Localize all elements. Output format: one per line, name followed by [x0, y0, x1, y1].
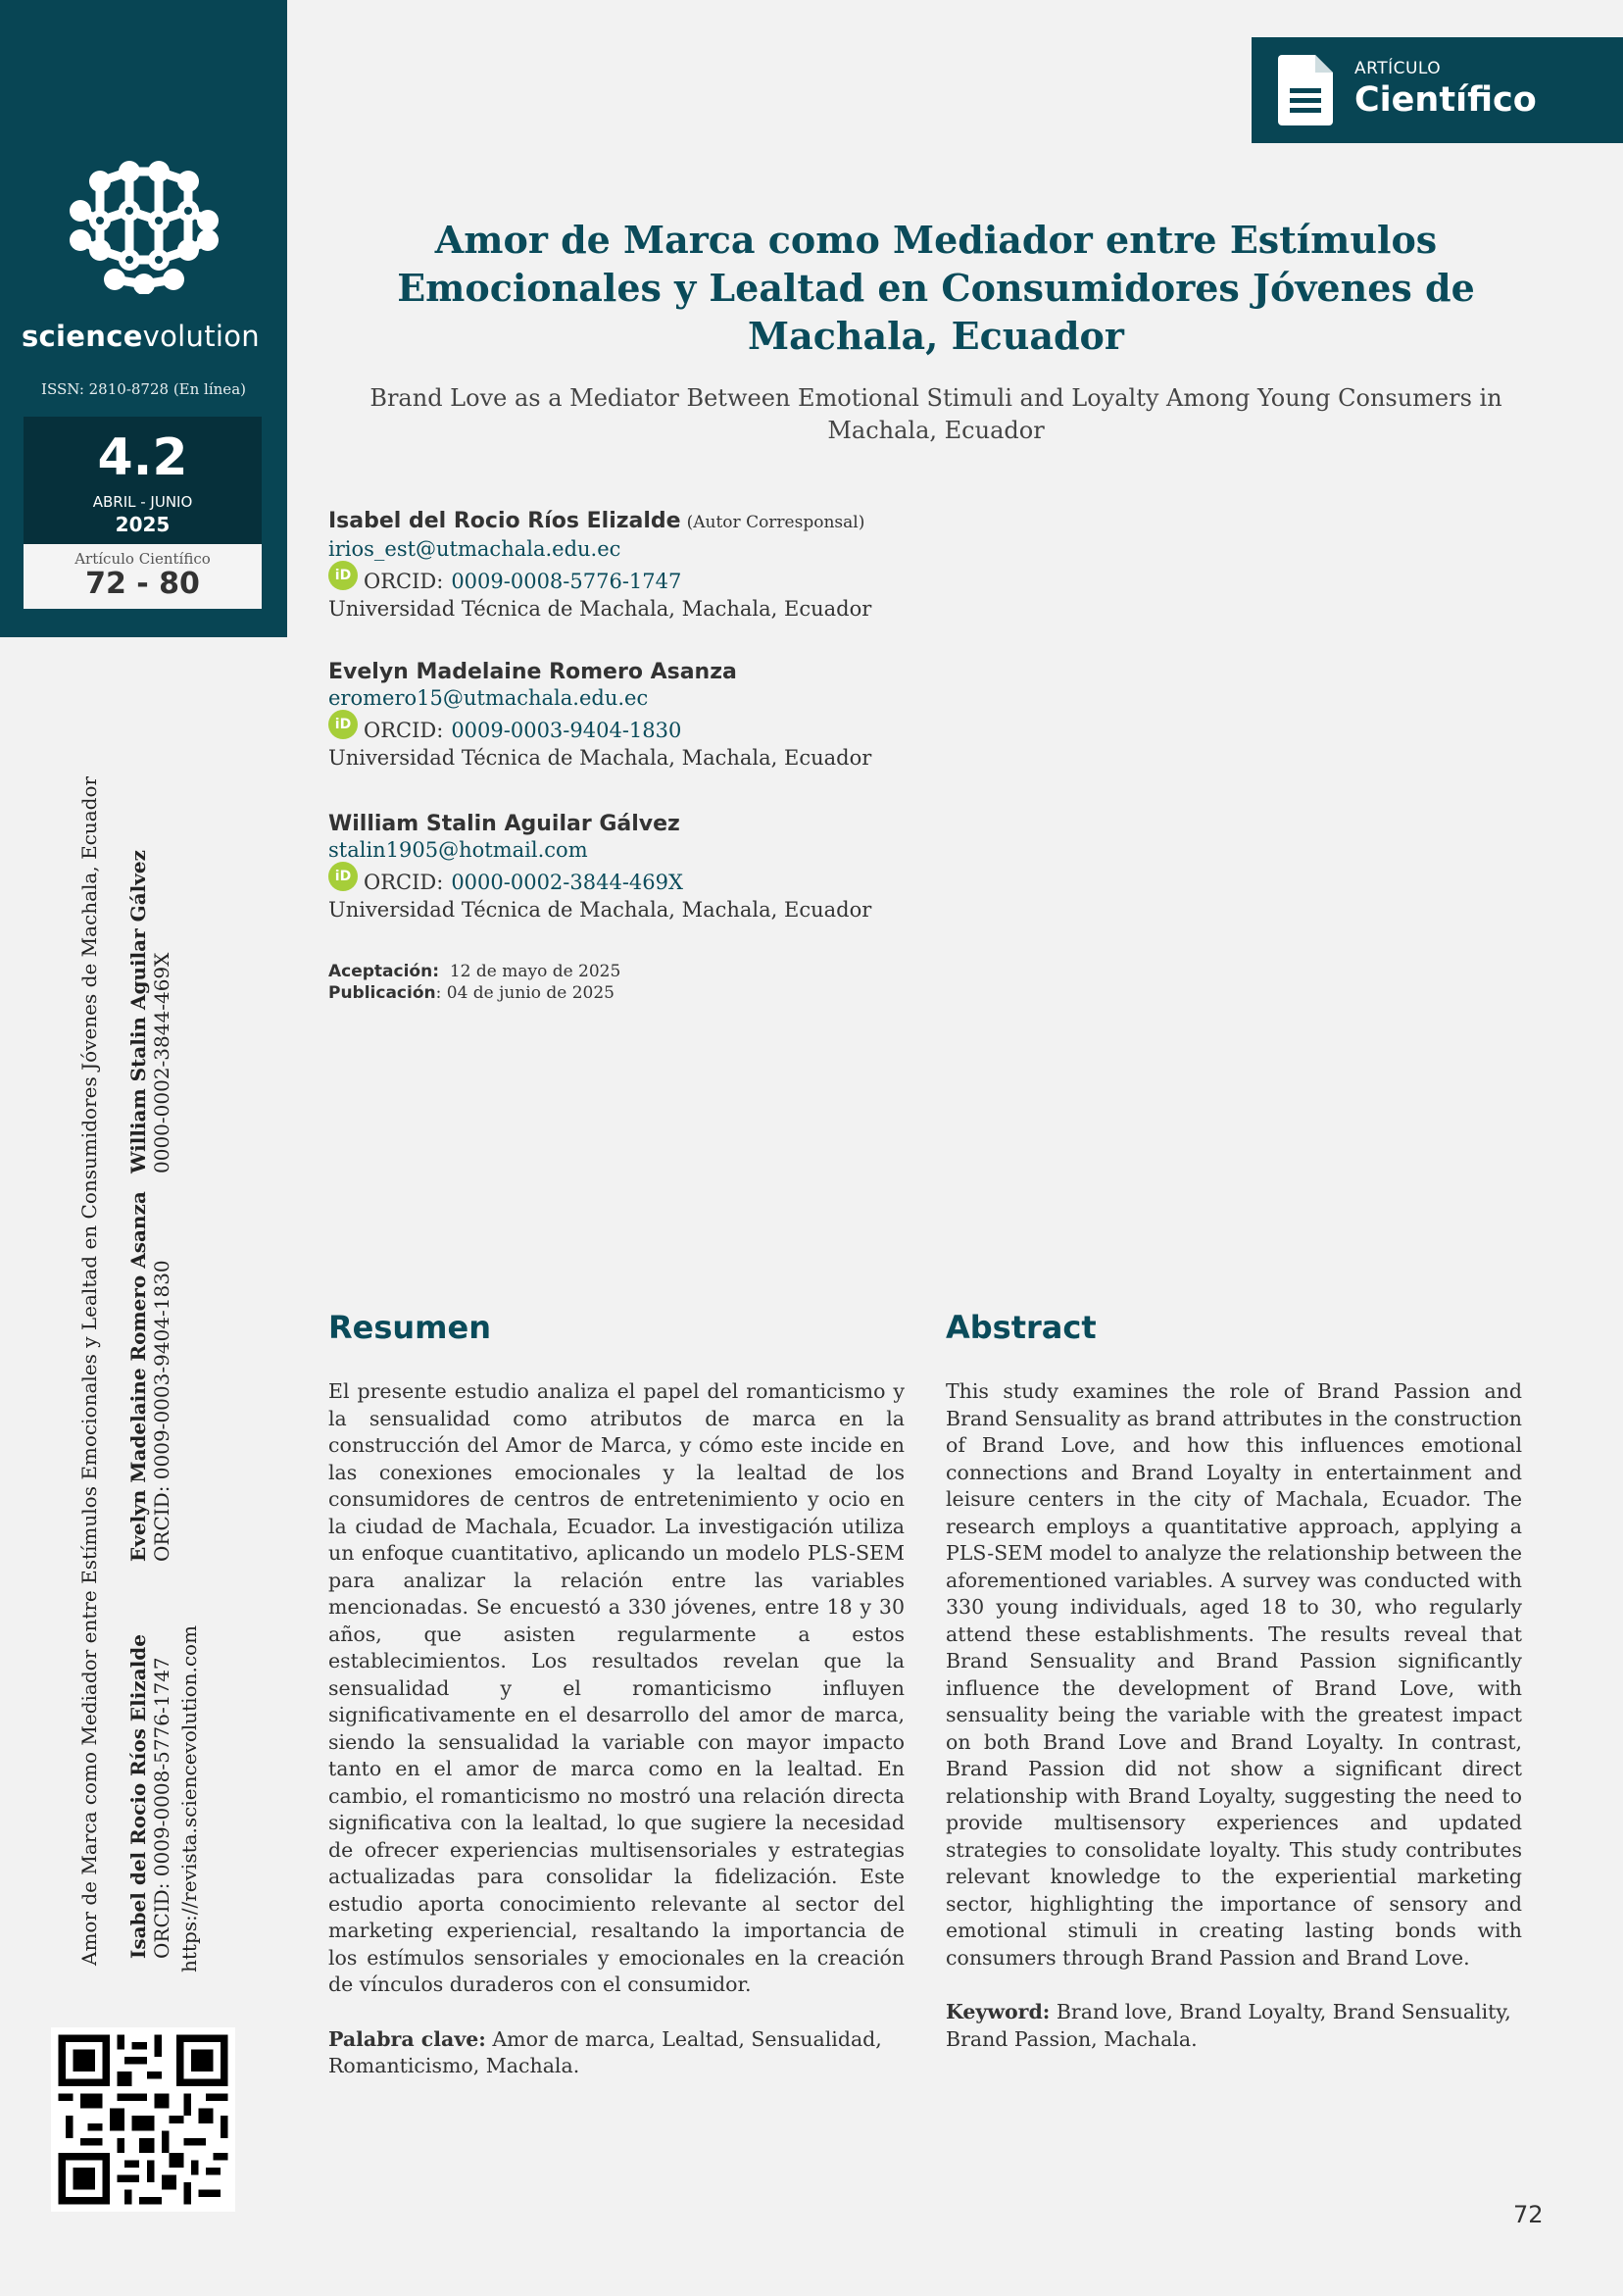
article-title: Amor de Marca como Mediador entre Estímulos Emocionales y Lealtad en Consumidores Jóvenes de Machala, Ecuador: [397, 218, 1475, 358]
resumen-keywords: [328, 2026, 905, 2080]
article-type-badge: [1252, 37, 1623, 143]
volume-number: 4.2: [97, 428, 188, 487]
orcid-icon[interactable]: iD: [328, 561, 358, 590]
pages-box: [24, 544, 262, 609]
vertical-author1: [126, 1634, 173, 1959]
author-role: (Autor Corresponsal): [686, 513, 865, 532]
vertical-author3: [126, 850, 173, 1173]
volume-box: [24, 417, 262, 544]
author-affiliation: Universidad Técnica de Machala, Machala, Ecuador: [328, 898, 872, 922]
vertical-author2-orcid: ORCID: 0009-0003-9404-1830: [150, 1260, 173, 1562]
author-name: Isabel del Rocio Ríos Elizalde: [328, 509, 681, 533]
publication-dates: [328, 961, 620, 1004]
author-affiliation: Universidad Técnica de Machala, Machala, Ecuador: [328, 597, 872, 621]
publication-date: : 04 de junio de 2025: [435, 983, 615, 1003]
author-affiliation: Universidad Técnica de Machala, Machala, Ecuador: [328, 746, 872, 770]
resumen-body: El presente estudio analiza el papel del romanticismo y la sensualidad como atributos de marca en la construcción del Amor de Marca, y cómo este incide en las conexiones emocionales y la lealtad de los consumidores de centros de entretenimiento y ocio en la ciudad de Machala, Ecuador. La investigación utiliza un enfoque cuantitativo, aplicando un modelo PLS-SEM para analizar la relación entre las variables mencionadas. Se encuestó a 330 jóvenes, entre 18 y 30 años, que asisten regularmente a estos establecimientos. Los resultados revelan que la sensualidad y el romanticismo influyen significativamente en el desarrollo del amor de marca, siendo la sensualidad la variable con mayor impacto tanto en el amor de marca como en la lealtad. En cambio, el romanticismo no mostró una relación directa significativa con la lealtad, lo que sugiere la necesidad de ofrecer experiencias multisensoriales y estrategias actualizadas para consolidar la fidelización. Este estudio aporta conocimiento relevante al sector del marketing experiencial, resaltando la importancia de los estímulos sensoriales y emocionales en la creación de vínculos duraderos con el consumidor.: [328, 1379, 905, 1996]
page-range: 72 - 80: [85, 567, 200, 601]
author-email[interactable]: eromero15@utmachala.edu.ec: [328, 686, 649, 710]
keyword-list: Brand love, Brand Loyalty, Brand Sensuality, Brand Passion, Machala.: [946, 2000, 1511, 2051]
acceptance-date: 12 de mayo de 2025: [449, 962, 621, 981]
abstract-heading: Abstract: [946, 1309, 1097, 1346]
keyword-label: Palabra clave:: [328, 2026, 486, 2051]
vertical-author1-orcid: ORCID: 0009-0008-5776-1747: [150, 1657, 173, 1959]
orcid-link[interactable]: 0000-0002-3844-469X: [451, 870, 683, 894]
badge-big-label: Científico: [1354, 80, 1537, 120]
author-email[interactable]: irios_est@utmachala.edu.ec: [328, 537, 621, 561]
abstract-section: [946, 1306, 1522, 2053]
orcid-label: ORCID:: [364, 569, 444, 593]
author-block: [328, 811, 1210, 923]
page-number: 72: [1513, 2201, 1544, 2228]
vertical-author2-name: Evelyn Madelaine Romero Asanza: [126, 1191, 150, 1562]
abstract-keywords: [946, 1999, 1522, 2053]
orcid-icon[interactable]: iD: [328, 710, 358, 739]
volume-year: 2025: [115, 513, 171, 536]
vertical-article-title: Amor de Marca como Mediador entre Estímulos Emocionales y Lealtad en Consumidores Jóvenes de Machala, Ecuador: [77, 775, 101, 1966]
orcid-link[interactable]: 0009-0003-9404-1830: [451, 718, 682, 742]
badge-small-label: ARTÍCULO: [1354, 59, 1442, 78]
keyword-list: Amor de marca, Lealtad, Sensualidad, Romanticismo, Machala.: [328, 2026, 882, 2077]
acceptance-label: Aceptación:: [328, 962, 440, 981]
orcid-line: [328, 567, 1210, 596]
author-email[interactable]: stalin1905@hotmail.com: [328, 838, 588, 862]
article-subtitle: Brand Love as a Mediator Between Emotional Stimuli and Loyalty Among Young Consumers in Machala, Ecuador: [369, 384, 1502, 444]
vertical-url[interactable]: https://revista.sciencevolution.com: [177, 1624, 201, 1972]
sciencevolution-logo-icon: [61, 147, 227, 294]
author-block: [328, 508, 1210, 623]
article-type-label: Artículo Científico: [74, 550, 211, 568]
volume-period: ABRIL - JUNIO: [92, 493, 193, 511]
author-block: [328, 659, 1210, 772]
vertical-author2: [126, 1191, 173, 1562]
journal-side-panel: [0, 0, 287, 637]
issn-label: ISSN: 2810-8728 (En línea): [41, 380, 246, 398]
resumen-heading: Resumen: [328, 1309, 491, 1346]
orcid-label: ORCID:: [364, 718, 444, 742]
orcid-label: ORCID:: [364, 870, 444, 894]
vertical-author1-name: Isabel del Rocio Ríos Elizalde: [126, 1634, 150, 1959]
qr-code-icon[interactable]: [51, 2027, 235, 2212]
orcid-line: [328, 716, 1210, 745]
resumen-section: [328, 1306, 905, 2080]
orcid-icon[interactable]: iD: [328, 862, 358, 891]
publication-label: Publicación: [328, 983, 436, 1003]
keyword-label: Keyword:: [946, 2000, 1051, 2023]
document-icon: [1278, 55, 1333, 125]
author-name: Evelyn Madelaine Romero Asanza: [328, 660, 737, 684]
journal-wordmark: sciencevolution: [22, 320, 260, 353]
abstract-body: This study examines the role of Brand Passion and Brand Sensuality as brand attributes in the construction of Brand Love, and how this influences emotional connections and Brand Loyalty in entertainment and leisure centers in the city of Machala, Ecuador. The research employs a quantitative approach, applying a PLS-SEM model to analyze the relationship between the aforementioned variables. A survey was conducted with 330 young individuals, aged 18 to 30, who regularly attend these establishments. The results reveal that Brand Sensuality and Brand Passion significantly influence the development of Brand Love, with sensuality being the variable with the greatest impact on both Brand Love and Brand Loyalty. In contrast, Brand Passion did not show a significant direct relationship with Brand Loyalty, suggesting the need to provide multisensory experiences and updated strategies to consolidate loyalty. This study contributes relevant knowledge to the experiential marketing sector, highlighting the importance of sensory and emotional stimuli in creating lasting bonds with consumers through Brand Passion and Brand Love.: [946, 1379, 1522, 1970]
vertical-author3-orcid: 0000-0002-3844-469X: [150, 952, 173, 1173]
vertical-author3-name: William Stalin Aguilar Gálvez: [126, 850, 150, 1173]
orcid-line: [328, 868, 1210, 897]
orcid-link[interactable]: 0009-0008-5776-1747: [451, 569, 682, 593]
author-name: William Stalin Aguilar Gálvez: [328, 812, 680, 836]
